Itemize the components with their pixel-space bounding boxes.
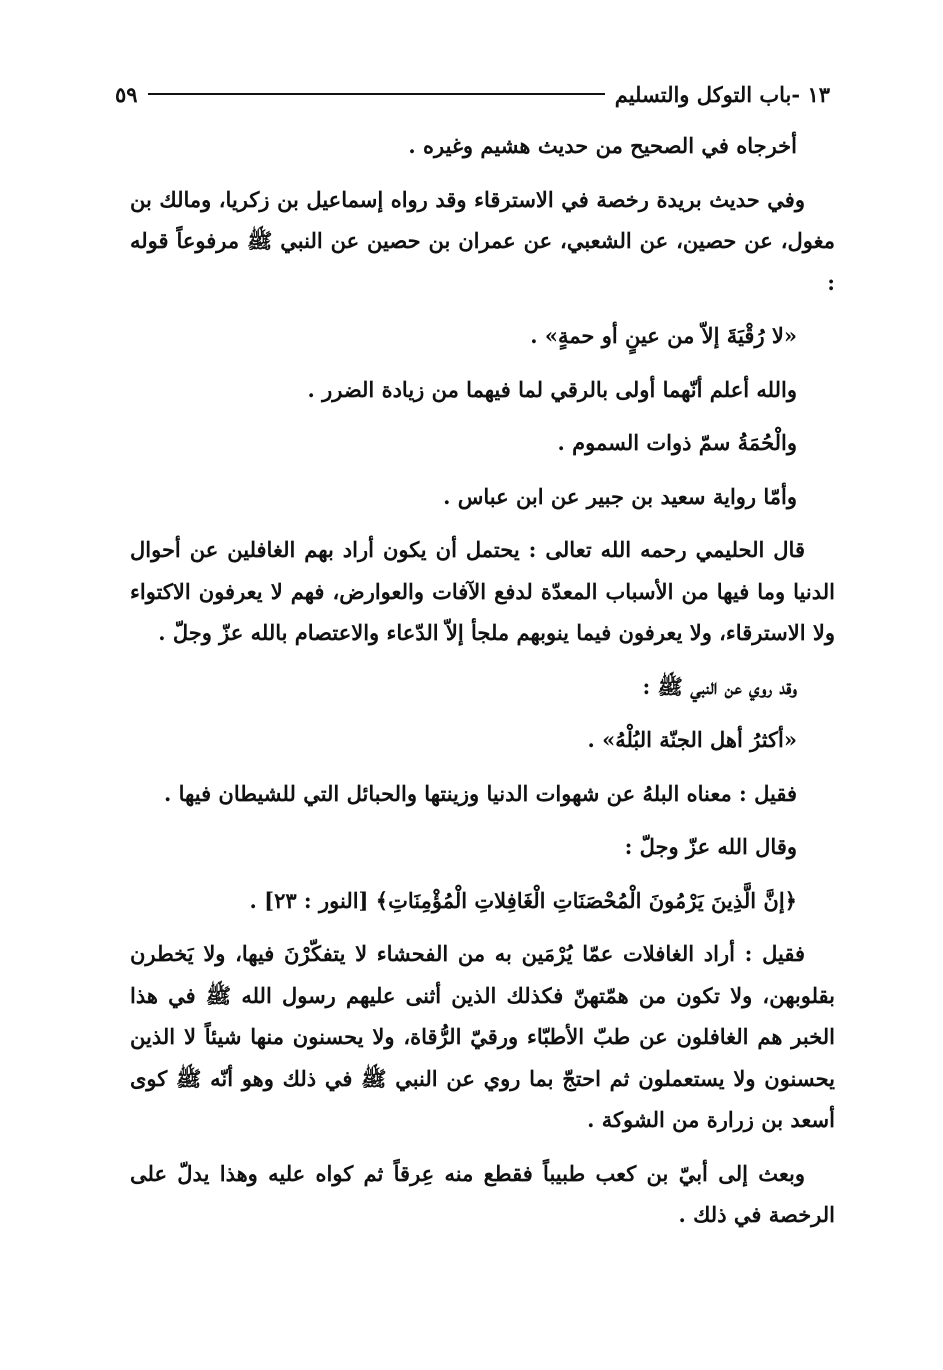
- quran-verse: ﴿إنَّ الَّذِينَ يَرْمُونَ الْمُحْصَنَاتِ الْغَافِلاتِ الْمُؤْمِنَاتِ﴾ [النور : ٢٣] .: [249, 887, 797, 913]
- running-head: ١٣ -باب التوكل والتسليم: [614, 81, 830, 107]
- paragraph: وقد روي عن النبي ﷺ :: [642, 673, 797, 699]
- page-number: ٥٩: [115, 81, 138, 107]
- paragraph: قال الحليمي رحمه الله تعالى : يحتمل أن يكون أراد بهم الغافلين عن أحوال الدنيا وما فيها من الأسباب المعدّة لدفع الآفات والعوارض، فهم لا يعرفون الاكتواء ولا الاسترقاء، ولا يعرفون فيما ينوبهم ملجأ إلاّ الدّعاء والاعتصام بالله عزّ وجلّ .: [130, 537, 835, 645]
- hadith-quote: «أكثرُ أهل الجنّة البُلْهُ» .: [587, 727, 797, 752]
- paragraph: وبعث إلى أبيّ بن كعب طبيباً فقطع منه عِرقاً ثم كواه عليه وهذا يدلّ على الرخصة في ذلك .: [130, 1160, 835, 1227]
- paragraph: وأمّا رواية سعيد بن جبير عن ابن عباس .: [443, 483, 797, 509]
- paragraph: والْحُمَةُ سمّ ذوات السموم .: [557, 430, 797, 455]
- paragraph: وفي حديث بريدة رخصة في الاسترقاء وقد رواه إسماعيل بن زكريا، ومالك بن مغول، عن حصين، عن الشعبي، عن عمران بن حصين عن النبي ﷺ مرفوعاً قوله :: [130, 186, 835, 295]
- hadith-quote: «لا رُقْيَةَ إلاّ من عينٍ أو حمةٍ» .: [530, 323, 797, 348]
- page-body: [130, 125, 835, 1248]
- page-header: [115, 76, 830, 112]
- paragraph: وقال الله عزّ وجلّ :: [624, 834, 797, 859]
- paragraph: فقيل : أراد الغافلات عمّا يُرْمَين به من الفحشاء لا يتفكّرْنَ فيها، ولا يَخطرن بقلوبهن، ولا تكون من همّتهنّ فكذلك الذين أثنى عليهم رسول الله ﷺ في هذا الخبر هم الغافلون عن طبّ الأطبّاء ورقيّ الرُّقاة، ولا يحسنون منها شيئاً لا الذين يحسنون ولا يستعملون ثم احتجّ بما روي عن النبي ﷺ في ذلك وهو أنّه ﷺ كوى أسعد بن زرارة من الشوكة .: [130, 941, 835, 1132]
- header-rule: [148, 93, 605, 95]
- paragraph: فقيل : معناه البلهُ عن شهوات الدنيا وزينتها والحبائل التي للشيطان فيها .: [164, 780, 797, 806]
- paragraph: والله أعلم أنّهما أولى بالرقي لما فيهما من زيادة الضرر .: [307, 376, 797, 402]
- paragraph: أخرجاه في الصحيح من حديث هشيم وغيره .: [408, 133, 797, 158]
